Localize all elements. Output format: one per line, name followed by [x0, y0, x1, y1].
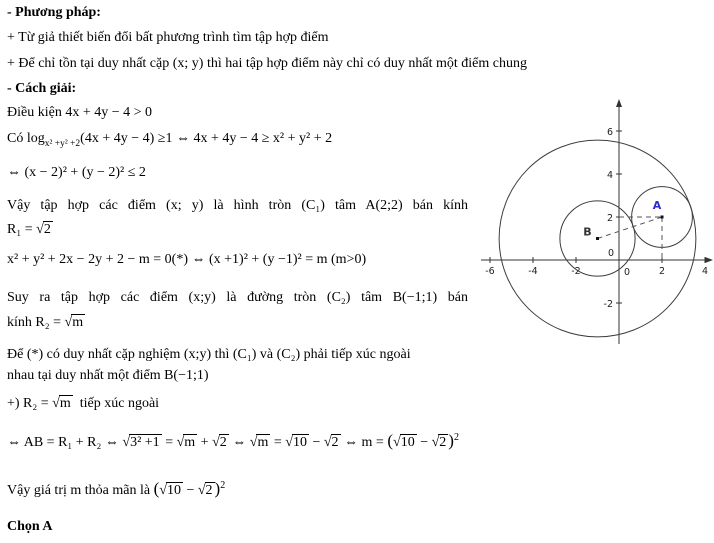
y-tick-label: -2: [603, 299, 613, 310]
x-origin-label: 0: [623, 267, 631, 278]
tangency-condition-line-2: nhau tại duy nhất một điểm B(−1;1): [7, 368, 209, 383]
sqrt-expression: √ 10: [393, 434, 417, 451]
x-tick-label: -4: [528, 266, 538, 277]
log-base-subscript: x² +y² +2: [44, 139, 81, 149]
formula-text: −: [312, 435, 321, 450]
x-tick-label: 2: [658, 266, 666, 277]
sqrt-expression: √ m: [250, 434, 271, 451]
point-B: [596, 237, 599, 240]
tangency-condition-line-1: Để (*) có duy nhất cặp nghiệm (x;y) thì (C₁) và (C₂) phải tiếp xúc ngoài: [7, 347, 411, 362]
y-origin-label: 0: [607, 248, 614, 259]
external-tangency-line: [7, 395, 159, 412]
sqrt-expression: √ m: [52, 395, 73, 412]
condition-line: Điều kiện 4x + 4y − 4 > 0: [7, 105, 153, 120]
formula-text: −: [420, 435, 429, 450]
formula-text: =: [273, 435, 282, 450]
sqrt-expression: √ 3² +1: [122, 434, 161, 451]
point-label-B: B: [583, 225, 592, 239]
open-paren: (: [153, 479, 160, 498]
formula-text: ⇔ AB = R₁ + R₂ ⇔: [7, 435, 119, 450]
formula-text: +: [200, 435, 209, 450]
radius-R2-line: [7, 314, 85, 331]
formula-text: −: [186, 483, 195, 498]
exponent: 2: [453, 432, 459, 443]
sqrt-expression: √ 2: [212, 434, 229, 451]
close-paren: ): [448, 431, 454, 450]
method-step-2: + Để chỉ tồn tại duy nhất cặp (x; y) thì hai tập hợp điểm này chỉ có duy nhất một điểm chung: [7, 56, 527, 71]
method-heading: - Phương pháp:: [7, 5, 101, 20]
solution-heading: - Cách giải:: [7, 81, 77, 96]
close-paren: ): [214, 479, 221, 498]
sqrt-expression: √ 2: [324, 434, 341, 451]
y-axis-arrow: [616, 99, 622, 107]
open-paren: (: [387, 431, 393, 450]
formula-text: tiếp xúc ngoài: [79, 396, 160, 411]
coordinate-graph: [478, 98, 714, 346]
formula-text: ⇔ m =: [344, 435, 384, 450]
x-axis-arrow: [705, 257, 713, 263]
formula-text: ⇔: [232, 435, 247, 450]
x-tick-label: -6: [485, 266, 495, 277]
point-label-A: A: [652, 199, 662, 212]
formula-text: =: [165, 435, 174, 450]
formula-text: R₁ =: [7, 222, 33, 237]
solve-m-line: [7, 431, 459, 451]
formula-text: Vậy giá trị m thỏa mãn là: [7, 483, 151, 498]
conclusion-line: [7, 479, 225, 499]
equation-star-line: x² + y² + 2x − 2y + 2 − m = 0(*) ⇔ (x +1)² + (y −1)² = m (m>0): [7, 252, 367, 267]
formula-text: kính R₂ =: [7, 315, 62, 330]
sqrt-expression: √ m: [65, 314, 86, 331]
circle-inequality-line: ⇔ (x − 2)² + (y − 2)² ≤ 2: [7, 165, 146, 180]
sqrt-expression: √ 2: [36, 221, 53, 238]
radius-R1-line: [7, 221, 53, 238]
x-tick-label: 4: [701, 266, 709, 277]
sqrt-expression: √ 10: [285, 434, 309, 451]
sqrt-expression: √ 2: [198, 482, 215, 499]
answer-choice: Chọn A: [7, 519, 53, 534]
formula-text: Có log: [7, 131, 45, 146]
point-A: [661, 216, 664, 219]
y-tick-label: 2: [606, 213, 613, 224]
formula-text: (4x + 4y − 4) ≥1 ⇔ 4x + 4y − 4 ≥ x² + y² + 2: [80, 131, 333, 146]
sqrt-expression: √ m: [177, 434, 198, 451]
sqrt-expression: √ 10: [159, 482, 183, 499]
y-tick-label: 6: [606, 127, 613, 138]
sqrt-expression: √ 2: [432, 434, 449, 451]
method-step-1: + Từ giả thiết biến đổi bất phương trình tìm tập hợp điểm: [7, 30, 329, 45]
set-C2-line: Suy ra tập hợp các điểm (x;y) là đường tròn (C₂) tâm B(−1;1) bán: [7, 290, 468, 305]
x-tick-label: -2: [571, 266, 581, 277]
formula-text: +) R₂ =: [7, 396, 49, 411]
exponent: 2: [220, 480, 226, 491]
log-inequality-line: [7, 131, 332, 149]
y-tick-label: 4: [606, 170, 613, 181]
set-C1-line: Vậy tập hợp các điểm (x; y) là hình tròn (C₁) tâm A(2;2) bán kính: [7, 198, 468, 213]
